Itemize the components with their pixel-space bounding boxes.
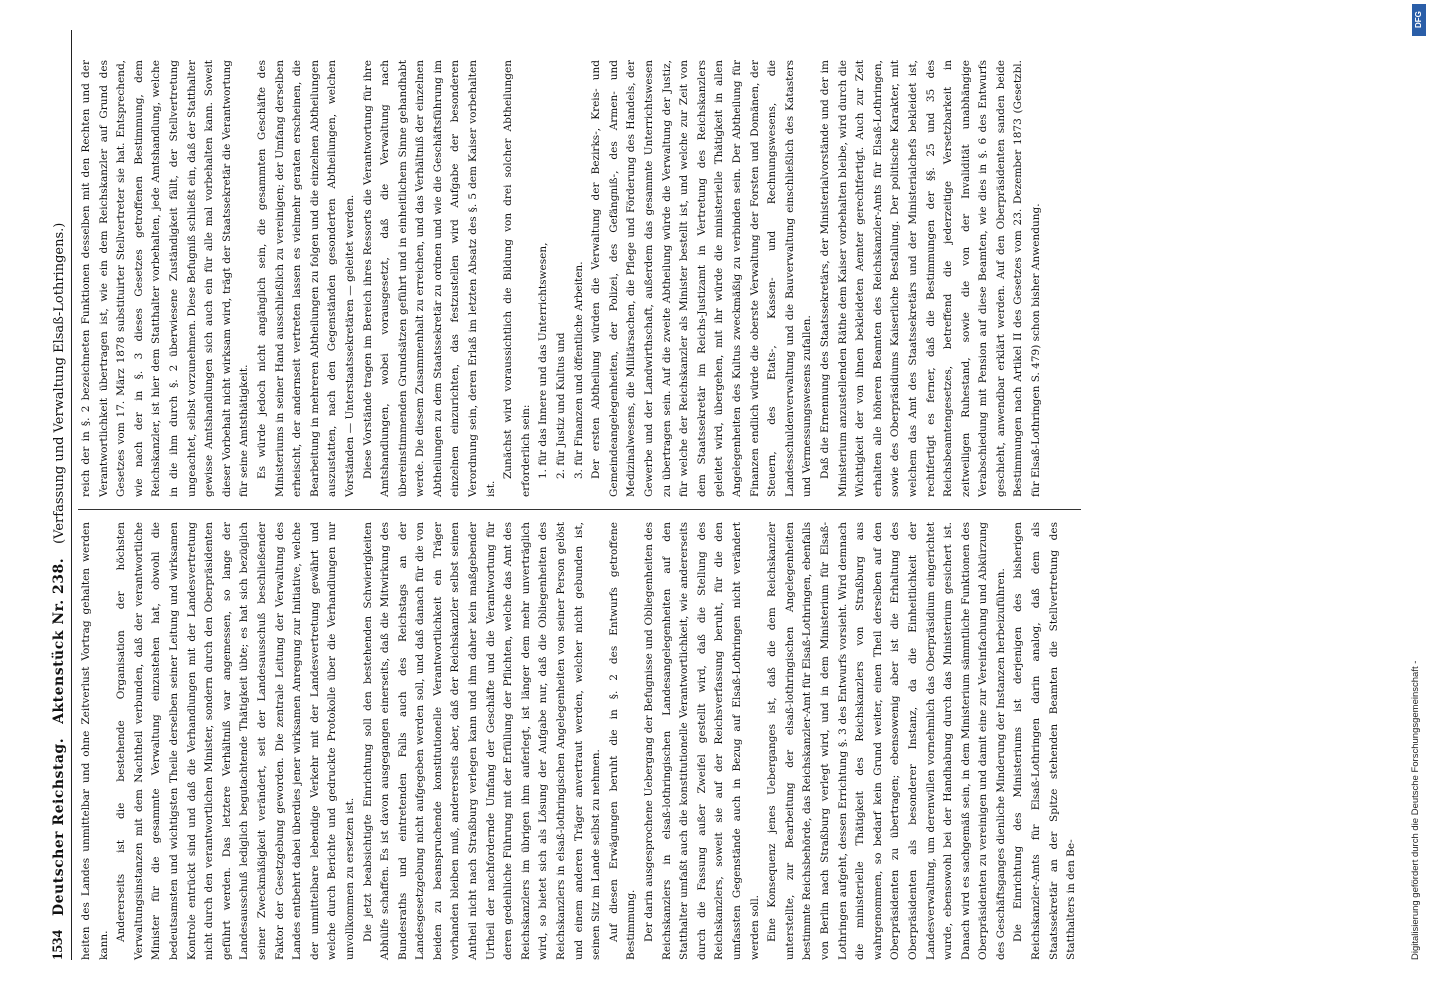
digitization-credit: [1410, 40, 1421, 960]
paragraph: Daß die Ernennung des Staatssekretärs, der Ministerialvorstände und der im Ministerium anzustellenden Räthe dem Kaiser vorbehalten bleibe, wird durch die Wichtigkeit der von ihnen bekleideten Aemter gerechtfertigt. Auch zur Zeit erhalten alle höheren Beamten des Reichskanzler-Amts für Elsaß-Lothringen, sowie des Oberpräsidiums Kaiserliche Bestallung. Der politische Karakter, mit welchem das Amt des Staatssekretärs und der Ministerialchefs bekleidet ist, rechtfertigt es ferner, daß die Bestimmungen der §§. 25 und 35 des Reichsbeamtengesetzes, betreffend die jederzeitige Versetzbarkeit in zeitweiligen Ruhestand, sowie die von der Invalidität unabhängige Verabschiedung mit Pension auf diese Beamten, wie dies in §. 6 des Entwurfs geschieht, anwendbar erklärt werden. Auf den Oberpräsidenten sanden beide Bestimmungen nach Artikel II des Gesetzes vom 23. Dezember 1873 (Gesetzbl. für Elsaß-Lothringen S. 479) schon bisher Anwendung.: [818, 60, 1043, 497]
right-column: [78, 60, 1081, 510]
rotated-page-content: [32, 30, 1362, 960]
page-header: [32, 30, 72, 960]
left-column: [78, 510, 1081, 960]
paragraph: Zunächst wird voraussichtlich die Bildung von drei solcher Abtheilungen erforderlich sein:: [502, 60, 532, 497]
paragraph: Der ersten Abtheilung würden die Verwaltung der Bezirks-, Kreis- und Gemeindeangelegenheiten, der Polizei, des Gefängniß-, des Armen- und Medizinalwesens, die Militärsachen, die Pflege und Förderung des Handels, der Gewerbe und der Landwirthschaft, außerdem das gesammte Unterrichtswesen zu übertragen sein. Auf die zweite Abtheilung würde die Verwaltung der Justiz, für welche der Reichskanzler als Minister bestellt ist, und welche zur Zeit von dem Staatssekretär im Reichs-Justizamt in Vertretung des Reichskanzlers geleitet wird, übergehen, mit ihr würde die ministerielle Thätigkeit in allen Angelegenheiten des Kultus zweckmäßig zu verbinden sein. Der Abtheilung für Finanzen endlich würde die oberste Verwaltung der Forsten und Domänen, der Steuern, des Etats-, Kassen- und Rechnungswesens, die Landesschuldenverwaltung und die Bauverwaltung einschließlich des Katasters und Vermessungswesens zufallen.: [590, 60, 814, 497]
paragraph: 1. für das Innere und das Unterrichtswesen,: [537, 242, 550, 479]
paragraph: Die jetzt beabsichtigte Einrichtung soll den bestehenden Schwierigkeiten Abhülfe schaffen. Es ist davon ausgegangen einerseits, daß die Mitwirkung des Bundesraths und eintretenden Falls auch des Reichstags an der Landesgesetzgebung nicht aufgegeben werden soll, und daß danach für die von beiden zu beanspruchende konstitutionelle Verantwortlichkeit ein Träger vorhanden bleiben muß, andererseits aber, daß der Reichskanzler selbst seinen Antheil nicht nach Straßburg verlegen kann und ihm daher kein maßgebender Urtheil der nachfordernde Umfang der Geschäfte und die Verantwortung für deren gedeihliche Führung mit der Erfüllung der Pflichten, welche das Amt des Reichskanzlers im übrigen ihm auferlegt, ist länger dem mehr unverträglich wird, so bietet sich als Lösung der Aufgabe nur, daß die Obliegenheiten des Reichskanzlers in elsaß-lothringischen Angelegenheiten von seiner Person gelöst und einem anderen Träger anvertraut werden, welcher nicht gebunden ist, seinen Sitz im Lande selbst zu nehmen.: [361, 522, 603, 960]
paragraph: Diese Vorstände tragen im Bereich ihres Ressorts die Verantwortung für ihre Amtshandlungen, wobei vorausgesetzt, daß die Verwaltung nach übereinstimmenden Grundsätzen geführt und in einheitlichem Sinne gehandhabt werde. Die diesem Zusammenhalt zu erreichen, und das Verhältniß der einzelnen Abtheilungen zu dem Staatssekretär zu ordnen und wie die Geschäftsführung im einzelnen einzurichten, das festzustellen wird Aufgabe der besonderen Verordnung sein, deren Erlaß im letzten Absatz des §. 5 dem Kaiser vorbehalten ist.: [361, 60, 497, 497]
paragraph: Es würde jedoch nicht angänglich sein, die gesammten Geschäfte des Ministeriums in seiner Hand ausschließlich zu vereinigen; der Umfang derselben erheischt, der andernseit vertreten lassen es vielmehr geraten erscheinen, die Bearbeitung in mehreren Abtheilungen zu folgen und die einzelnen Abtheilungen auszustatten, nach den Gegenständen gesonderten Abtheilungen, welchen Vorständen — Unterstaatssekretären — geleitet werden.: [255, 60, 356, 497]
document-number: Aktenstück Nr. 238.: [51, 557, 67, 724]
credit-text: Digitalisierung gefördert durch die Deutsche Forschungsgemeinschaft -: [1410, 660, 1421, 960]
dfg-logo: DFG: [1412, 4, 1426, 36]
paragraph: 3. für Finanzen und öffentliche Arbeiten.: [572, 261, 585, 479]
publication-title: Deutscher Reichstag.: [51, 737, 67, 916]
page-number: 1534: [50, 930, 66, 960]
paragraph: Eine Konsequenz jenes Ueberganges ist, daß die dem Reichskanzler unterstellte, zur Bearbeitung der elsaß-lothringischen Angelegenheiten bestimmte Reichsbehörde, das Reichskanzler-Amt für Elsaß-Lothringen, ebenfalls von Berlin nach Straßburg verlegt wird, und in dem Ministerium für Elsaß-Lothringen aufgeht, dessen Errichtung §. 3 des Entwurfs vorsieht. Wird demnach die ministerielle Thätigkeit des Reichskanzlers von Straßburg aus wahrgenommen, so bedarf kein Grund weiter, einen Theil derselben auf den Oberpräsidenten zu übertragen; ebensowenig aber ist die Erhaltung des Oberpräsidenten als besonderer Instanz, da die Einheitlichkeit der Landesverwaltung, um derenwillen vornehmlich das Oberpräsidium eingerichtet wurde, ebensowohl bei der Handhabung durch das Ministerium gesichert ist. Danach wird es sachgemäß sein, in dem Ministerium sämmtliche Funktionen des Oberpräsidenten zu vereinigen und damit eine zur Vereinfachung und Abkürzung des Geschäftsganges dienliche Minderung der Instanzen herbeizuführen.: [766, 522, 1007, 960]
footer-strip: [1410, 40, 1428, 960]
paragraph: Der darin ausgesprochene Uebergang der Befugnisse und Obliegenheiten des Reichskanzlers in elsaß-lothringischen Landesangelegenheiten auf den Statthalter umfaßt auch die konstitutionelle Verantwortlichkeit, wie andererseits durch die Fassung außer Zweifel gestellt wird, daß die Stellung des Reichskanzlers, soweit sie auf der Reichsverfassung beruht, für die den umfassten Gegenstände auch in Bezug auf Elsaß-Lothringen nicht verändert werden soll.: [643, 522, 761, 960]
text-columns: [78, 30, 1081, 960]
paragraph: heiten des Landes unmittelbar und ohne Zeitverlust Vortrag gehalten werden kann.: [80, 522, 110, 960]
paragraph: Andererseits ist die bestehende Organisation der höchsten Verwaltungsinstanzen mit dem Nachtheil verbunden, daß der verantwortliche Minister für die gesammte Verwaltung einzustehen hat, obwohl die bedeutsamsten und wichtigsten Theile derselben seiner Leitung und wirksamen Kontrole entrückt sind und daß die Verhandlungen mit der Landesvertretung nicht durch den verantwortlichen Minister, sondern durch den Oberpräsidenten geführt werden. Das letztere Verhältniß war angemessen, so lange der Landesausschuß lediglich begutachtende Thätigkeit übte; es hat sich bezüglich seiner Zweckmäßigkeit verändert, seit der Landesausschuß beschließender Faktor der Gesetzgebung geworden. Die zentrale Leitung der Verwaltung des Landes entbehrt dabei überdies jener wirksamen Anregung zur Initiative, welche der unmittelbare lebendige Verkehr mit der Landesvertretung gewährt und welche durch Berichte und gedruckte Protokolle über die Verhandlungen nur unvollkommen zu ersetzen ist.: [115, 522, 356, 960]
paragraph: 2. für Justiz und Kultus und: [555, 332, 568, 479]
paragraph: reich der in §. 2 bezeichneten Funktionen desselben mit den Rechten und der Verantwortlichkeit übertragen ist, wie ein dem Reichskanzler auf Grund des Gesetzes vom 17. März 1878 substituirter Stellvertreter sie hat. Entsprechend, wie nach der in §. 3 dieses Gesetzes getroffenen Bestimmung, dem Reichskanzler, ist hier dem Statthalter vorbehalten, jede Amtshandlung, welche in die ihm durch §. 2 überwiesene Zuständigkeit fällt, der Stellvertretung ungeachtet, selbst vorzunehmen. Diese Befugniß schließt ein, daß der Statthalter gewisse Amtshandlungen sich auch ein für alle mal vorbehalten kann. Soweit dieser Vorbehalt nicht wirksam wird, trägt der Staatssekretär die Verantwortung für seine Amtsthätigkeit.: [80, 60, 251, 497]
paragraph: Die Einrichtung des Ministeriums ist derjenigen des bisherigen Reichskanzler-Amts für Elsaß-Lothringen darin analog, daß dem als Staatssekretär an der Spitze stehenden Beamten die Stellvertretung des Statthalters in den Be-: [1012, 522, 1078, 960]
document-subject: (Verfassung und Verwaltung Elsaß-Lothringens.): [52, 222, 67, 544]
paragraph: Auf diesen Erwägungen beruht die in §. 2 des Entwurfs getroffene Bestimmung.: [607, 522, 638, 960]
